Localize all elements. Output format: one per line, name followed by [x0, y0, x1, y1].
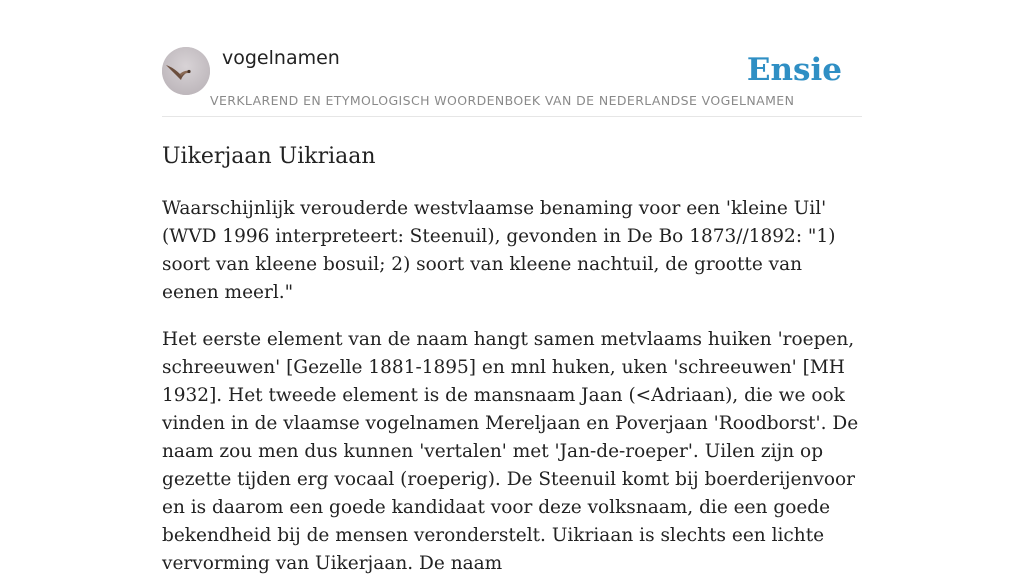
blog-name[interactable]: vogelnamen — [222, 47, 340, 69]
blog-subtitle: VERKLAREND EN ETYMOLOGISCH WOORDENBOEK VAN DE NEDERLANDSE VOGELNAMEN — [210, 93, 795, 108]
page — [162, 0, 862, 578]
post-paragraph-2: Het eerste element van de naam hangt samen metvlaams huiken 'roepen, schreeuwen' [Gezelle 1881-1895] en mnl huken, uken 'schreeuwen' [MH 1932]. Het tweede element is de mansnaam Jaan (<Adriaan), die we ook vinden in de vlaamse vogelnamen Mereljaan en Poverjaan 'Roodborst'. De naam zou men dus kunnen 'vertalen' met 'Jan-de-roeper'. Uilen zijn op gezette tijden erg vocaal (roeperig). De Steenuil komt bij boerderijenvoor en is daarom een goede kandidaat voor deze volksnaam, die een goede bekendheid bij de mensen veronderstelt. Uikriaan is slechts een lichte vervorming van Uikerjaan. De naam — [162, 329, 859, 574]
site-header — [162, 0, 862, 117]
ensie-logo[interactable]: Ensie — [746, 52, 842, 88]
post-paragraph-1: Waarschijnlijk verouderde westvlaamse benaming voor een 'kleine Uil' (WVD 1996 interpreteert: Steenuil), gevonden in De Bo 1873//1892: "1) soort van kleene bosuil; 2) soort van kleene nachtuil, de grootte van eenen meerl." — [162, 198, 836, 303]
post-title: Uikerjaan Uikriaan — [162, 144, 376, 169]
avatar[interactable] — [162, 47, 210, 95]
bird-in-flight-icon — [162, 47, 210, 95]
